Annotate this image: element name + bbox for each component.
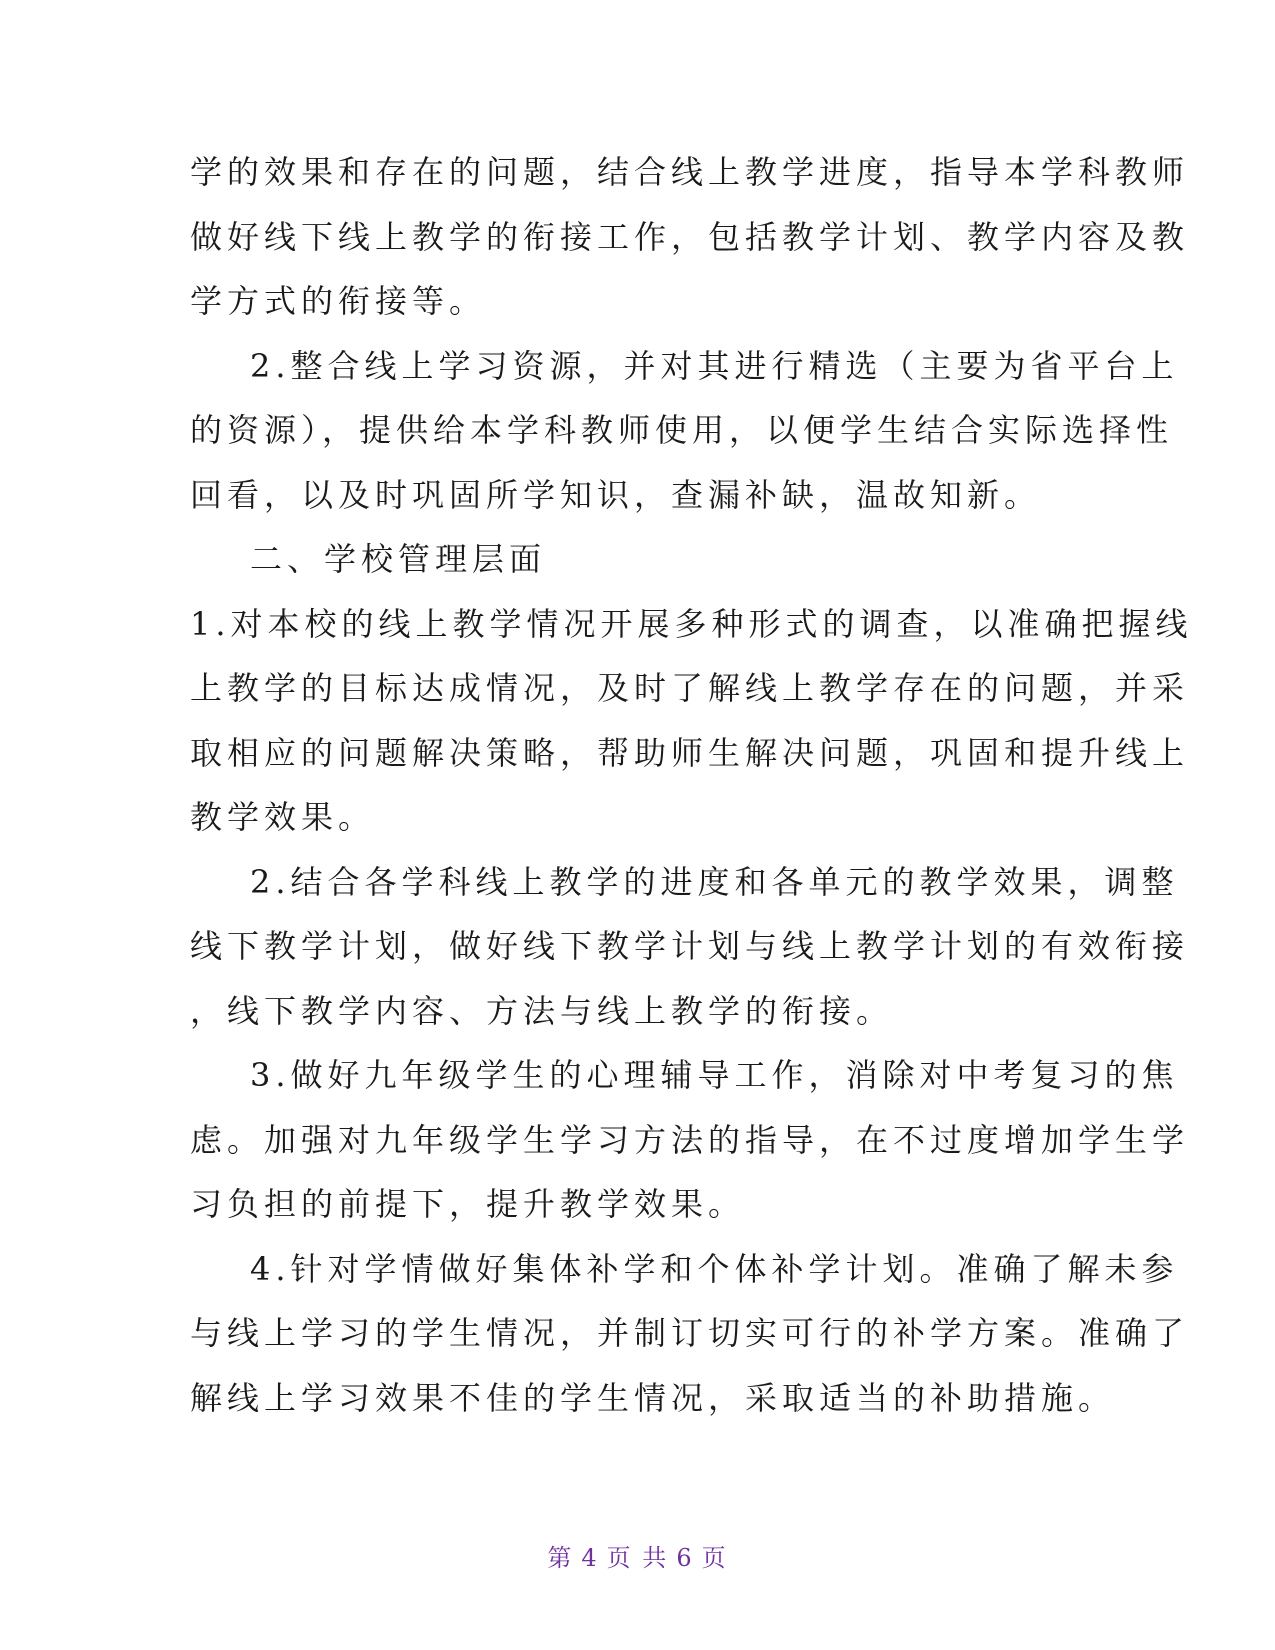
page-footer xyxy=(0,1538,1275,1573)
body-line: ，线下教学内容、方法与线上教学的衔接。 xyxy=(190,991,894,1030)
body-line: 的资源），提供给本学科教师使用，以便学生结合实际选择性 xyxy=(190,411,1174,449)
document-body xyxy=(190,140,1193,1430)
body-line: 4.针对学情做好集体补学和个体补学计划。准确了解未参 xyxy=(250,1249,1179,1288)
current-page-number: 4 xyxy=(581,1544,599,1572)
body-line: 与线上学习的学生情况，并制订切实可行的补学方案。准确了 xyxy=(190,1314,1190,1352)
footer-prefix: 第 xyxy=(547,1544,574,1572)
footer-middle: 页 共 xyxy=(606,1544,669,1572)
body-line: 习负担的前提下，提升教学效果。 xyxy=(190,1185,746,1223)
body-line: 虑。加强对九年级学生学习方法的指导，在不过度增加学生学 xyxy=(190,1120,1190,1159)
body-line: 1.对本校的线上教学情况开展多种形式的调查，以准确把握线 xyxy=(190,604,1193,643)
body-line: 2.结合各学科线上教学的进度和各单元的教学效果，调整 xyxy=(250,862,1179,901)
body-line: 学方式的衔接等。 xyxy=(190,282,487,320)
body-line: 学的效果和存在的问题，结合线上教学进度，指导本学科教师 xyxy=(190,153,1190,191)
body-line: 3.做好九年级学生的心理辅导工作，消除对中考复习的焦 xyxy=(250,1056,1179,1094)
total-page-count: 6 xyxy=(676,1544,694,1572)
body-line: 解线上学习效果不佳的学生情况，采取适当的补助措施。 xyxy=(190,1378,1116,1417)
body-line: 取相应的问题解决策略，帮助师生解决问题，巩固和提升线上 xyxy=(190,733,1190,772)
body-line: 2.整合线上学习资源，并对其进行精选（主要为省平台上 xyxy=(250,346,1179,385)
body-line: 回看，以及时巩固所学知识，查漏补缺，温故知新。 xyxy=(190,475,1042,514)
body-line: 线下教学计划，做好线下教学计划与线上教学计划的有效衔接 xyxy=(190,927,1190,965)
footer-suffix: 页 xyxy=(701,1544,728,1572)
body-line: 上教学的目标达成情况，及时了解线上教学存在的问题，并采 xyxy=(190,669,1190,707)
body-line: 教学效果。 xyxy=(190,798,376,836)
body-line: 做好线下线上教学的衔接工作，包括教学计划、教学内容及教 xyxy=(190,217,1190,256)
section-heading: 二、学校管理层面 xyxy=(250,540,547,578)
